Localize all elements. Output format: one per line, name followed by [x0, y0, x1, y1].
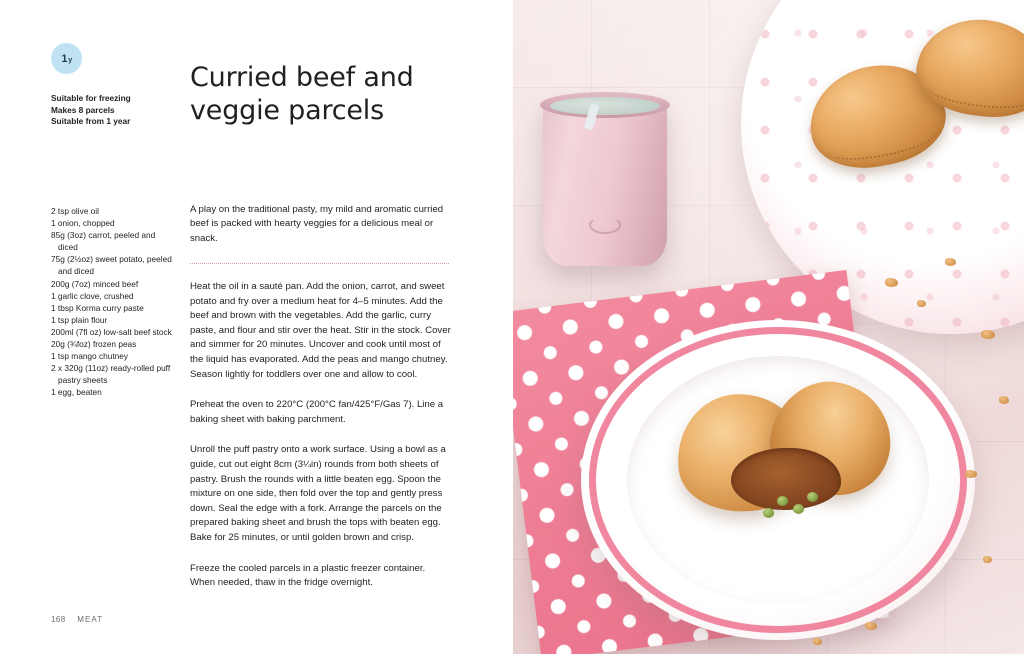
list-item: 75g (2½oz) sweet potato, peeled: [51, 254, 172, 265]
meta-line-makes: [51, 105, 181, 117]
pastry-crumb: [983, 556, 992, 563]
list-item: 85g (3oz) carrot, peeled and: [51, 230, 156, 241]
list-item: 2 x 320g (11oz) ready-rolled puff: [51, 363, 171, 374]
page-number: 168: [51, 615, 66, 624]
toddler-cup: [543, 98, 667, 266]
recipe-meta: [51, 93, 181, 128]
meta-line-from-age: [51, 116, 181, 128]
pink-rimmed-plate: [581, 320, 975, 640]
list-item: 1 garlic clove, crushed: [51, 290, 134, 301]
list-item: 200g (7oz) minced beef: [51, 278, 139, 289]
list-item: 2 tsp olive oil: [51, 206, 99, 216]
pea: [807, 492, 818, 502]
page-title: Curried beef and veggie parcels: [190, 62, 414, 127]
folio: [51, 615, 103, 624]
age-suitability-badge: [51, 43, 82, 74]
list-item: pastry sheets: [58, 375, 108, 386]
list-item: 1 tbsp Korma curry paste: [51, 302, 144, 313]
list-item: 1 tsp mango chutney: [51, 351, 129, 362]
method-step: Freeze the cooled parcels in a plastic freezer container. When needed, thaw in the fridge overnight.: [190, 562, 426, 589]
recipe-intro: A play on the traditional pasty, my mild and aromatic curried beef is packed with hearty veggies for a delicious meal or snack.: [190, 204, 444, 244]
meta-makes-label: Makes: [51, 104, 77, 115]
pastry-crumb: [885, 278, 898, 287]
section-name: MEAT: [77, 615, 104, 624]
list-item: 200ml (7fl oz) low-salt beef stock: [51, 326, 172, 337]
pastry-crumb: [981, 330, 995, 339]
meta-freezing-label: Suitable for freezing: [51, 93, 131, 103]
age-badge-number: 1: [61, 52, 68, 65]
method-step: Heat the oil in a sauté pan. Add the onion, carrot, and sweet potato and fry over a medium heat for 4–5 minutes. Add the beef and brown with the vegetables. Add the garlic, curry paste, and flour and stir over the heat. Stir in the stock. Cover and simmer for 20 minutes. Uncover and cook until most of the liquid has evaporated. Add the peas and mango chutney. Season lightly for toddlers over one and allow to cool.: [190, 281, 451, 380]
list-item: 1 tsp plain flour: [51, 314, 108, 325]
method-steps: [190, 280, 452, 607]
cup-water: [550, 97, 660, 115]
pastry-crumb: [917, 300, 926, 307]
method-step: Unroll the puff pastry onto a work surface. Using a bowl as a guide, cut out eight 8cm (3¼in) rounds from both sheets of pastry. Brush the rounds with a little beaten egg. Spoon the mixture on one side, then fold over the top and gently press down. Seal the edge with a fork. Arrange the parcels on the prepared baking sheet and brush the tops with beaten egg. Bake for 25 minutes, or until golden brown and crisp.: [190, 444, 446, 543]
meta-from-age-label: Suitable from 1 year: [51, 116, 131, 127]
pastry-crumb: [999, 396, 1009, 404]
cup-logo: [589, 216, 621, 234]
list-item: 1 onion, chopped: [51, 218, 115, 229]
meta-makes-value: 8 parcels: [76, 104, 115, 115]
pastry-crumb: [965, 470, 977, 478]
list-item: and diced: [58, 266, 94, 277]
pastry-crumb: [813, 638, 822, 645]
ingredients-list: [51, 205, 186, 399]
pastry-crumb: [865, 622, 877, 630]
pea: [793, 504, 804, 514]
pea: [777, 496, 788, 506]
method-step: Preheat the oven to 220°C (200°C fan/425°F/Gas 7). Line a baking sheet with baking parchment.: [190, 399, 444, 425]
age-badge-unit: y: [68, 57, 73, 64]
meta-line-freezing: [51, 93, 181, 105]
list-item: diced: [58, 242, 78, 253]
list-item: 20g (¾foz) frozen peas: [51, 339, 137, 350]
dotted-divider: [190, 263, 449, 265]
list-item: 1 egg, beaten: [51, 387, 102, 398]
pea: [763, 508, 774, 518]
recipe-photo: [513, 0, 1024, 654]
pastry-crumb: [945, 258, 956, 266]
